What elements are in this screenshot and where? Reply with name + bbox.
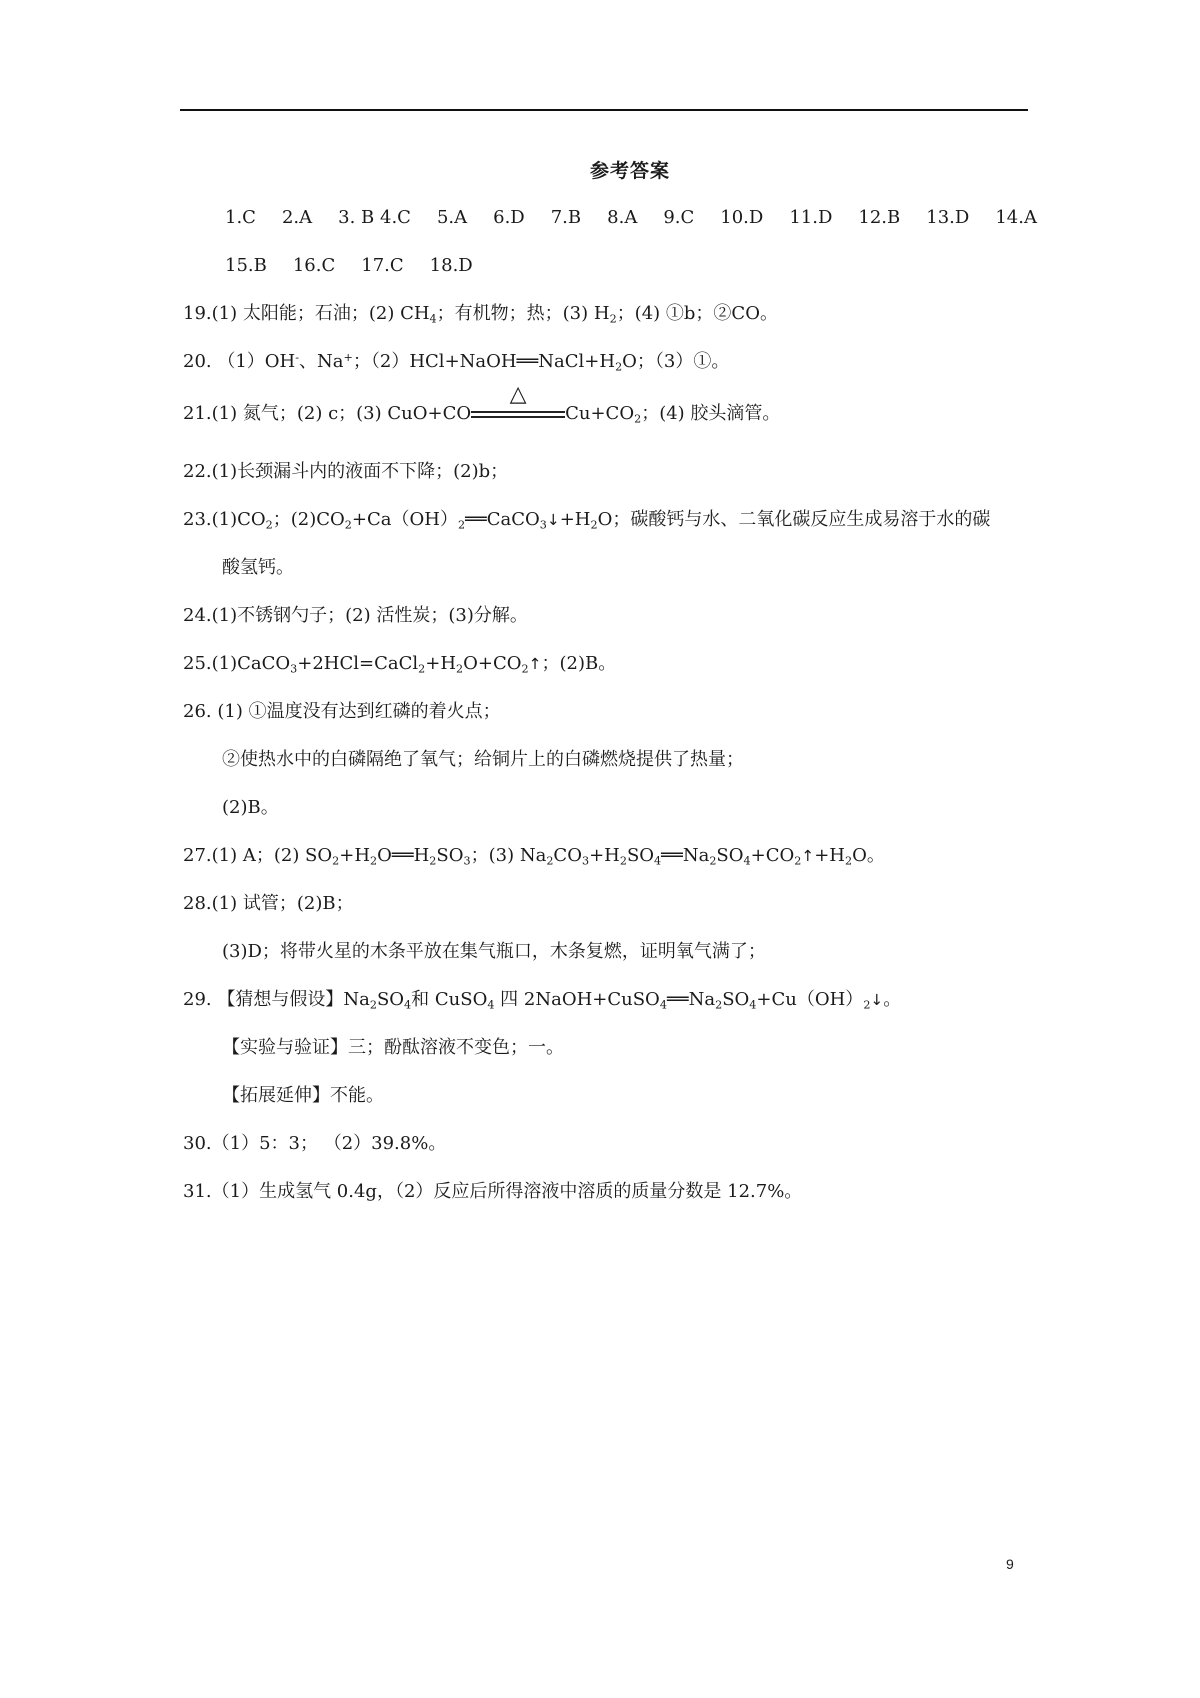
mc-answers-row-2 [225, 254, 473, 278]
answer-24: 24.(1)不锈钢勺子；(2) 活性炭；(3)分解。 [183, 605, 528, 626]
answer-25: $25.(1)CaCO_3+2HCl=CaCl_2+H_2O+CO_2↑$；(2)B。 [183, 653, 617, 676]
mc-answer: 14.A [995, 207, 1037, 228]
mc-answer: 15.B [225, 255, 267, 276]
mc-answer: 9.C [663, 207, 695, 228]
answer-23-continued: 酸氢钙。 [222, 557, 294, 578]
answer-29: 29. 【猜想与假设】$Na_2SO_4$和 CuSO$_4$ 四 $2NaOH+CuSO_4══Na_2SO_4+Cu(OH)_2↓$。 [183, 989, 902, 1012]
precipitate-arrow-icon: ↓ [870, 991, 884, 1009]
mc-answer: 13.D [926, 207, 970, 228]
answer-19: 19.(1) 太阳能；石油；(2) $CH_4$；有机物；热；(3) $H_2$；(4) ①b；②CO。 [183, 303, 778, 326]
header-rule [180, 109, 1028, 111]
mc-answers-row-1 [225, 206, 1037, 230]
answer-27: 27.(1) A；(2) $SO_2+H_2O══H_2SO_3$；(3) $Na_2CO_3+H_2SO_4══Na_2SO_4+CO_2↑+H_2O$。 [183, 845, 885, 868]
mc-answer: 3. B 4.C [338, 207, 411, 228]
mc-answer: 10.D [720, 207, 764, 228]
mc-answer: 17.C [361, 255, 404, 276]
page-number: 9 [1006, 1556, 1014, 1572]
answer-28: 28.(1) 试管；(2)B； [183, 893, 354, 914]
mc-answer: 2.A [281, 207, 313, 228]
mc-answer: 18.D [429, 255, 473, 276]
answer-26-line-3: (2)B。 [222, 797, 279, 818]
mc-answer: 8.A [607, 207, 638, 228]
answer-22: 22.(1)长颈漏斗内的液面不下降；(2)b； [183, 461, 509, 482]
mc-answer: 5.A [436, 207, 468, 228]
answer-29-line-3: 【拓展延伸】不能。 [222, 1085, 384, 1106]
answer-26-line-2: ②使热水中的白磷隔绝了氧气；给铜片上的白磷燃烧提供了热量； [222, 749, 744, 770]
heating-condition-sign [471, 382, 565, 426]
gas-arrow-icon: ↑ [528, 655, 542, 673]
double-equal-line [471, 411, 565, 418]
mc-answer: 1.C [225, 207, 256, 228]
answer-28-line-2: (3)D；将带火星的木条平放在集气瓶口，木条复燃，证明氧气满了； [222, 941, 766, 962]
gas-arrow-icon: ↑ [801, 847, 815, 865]
answer-30: 30.（1）5：3； （2）39.8%。 [183, 1133, 447, 1154]
mc-answer: 12.B [858, 207, 901, 228]
precipitate-arrow-icon: ↓ [546, 511, 560, 529]
answer-23: $23.(1)CO_2$；$(2)CO_2+Ca(OH)_2══CaCO_3↓+H_2O$；碳酸钙与水、二氧化碳反应生成易溶于水的碳 [183, 509, 991, 532]
mc-answer: 16.C [292, 255, 336, 276]
answer-31: 31.（1）生成氢气 0.4g，（2）反应后所得溶液中溶质的质量分数是 12.7%。 [183, 1181, 803, 1202]
mc-answer: 6.D [493, 207, 525, 228]
mc-answer: 11.D [789, 207, 833, 228]
answer-21: 21.(1) 氮气；(2) c；(3) CuO+CO △ $Cu+CO_2$；(4) 胶头滴管。 [183, 382, 781, 426]
mc-answer: 7.B [550, 207, 582, 228]
answer-29-line-2: 【实验与验证】三；酚酞溶液不变色；一。 [222, 1037, 564, 1058]
answer-26: 26. (1) ①温度没有达到红磷的着火点； [183, 701, 501, 722]
page-title: 参考答案 [589, 160, 670, 182]
answer-20: 20. （1）OH-、Na+；$(2)HCl+NaOH══NaCl+H_2O$；（3）①。 [183, 350, 730, 374]
heat-triangle-icon: △ [509, 382, 527, 407]
